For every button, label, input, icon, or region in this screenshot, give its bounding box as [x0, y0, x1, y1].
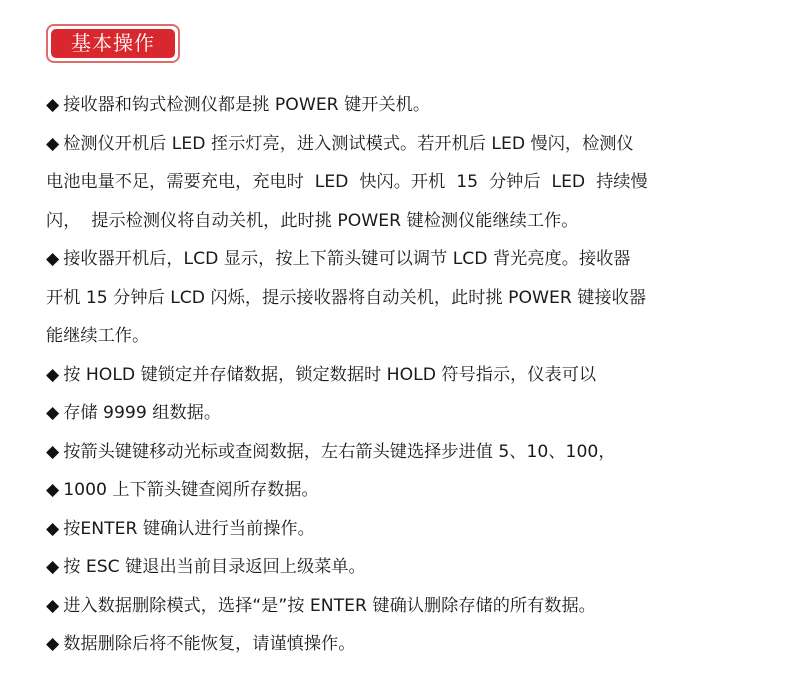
diamond-bullet-icon: ◆: [46, 364, 60, 385]
diamond-bullet-icon: ◆: [46, 595, 60, 616]
instruction-item: [46, 548, 746, 587]
diamond-bullet-icon: ◆: [46, 441, 60, 462]
instruction-text: 电池电量不足，需要充电，充电时 LED 快闪。开机 15 分钟后 LED 持续慢: [46, 172, 648, 192]
instruction-item: [46, 471, 746, 510]
instruction-item: [46, 240, 746, 356]
diamond-bullet-icon: ◆: [46, 634, 60, 654]
instruction-text: 闪， 提示检测仪将自动关机，此时挑 POWER 键检测仪能继续工作。: [46, 210, 579, 231]
instruction-text: 按ENTER 键确认进行当前操作。: [63, 518, 315, 539]
instruction-item: [46, 510, 746, 549]
instruction-text: 能继续工作。: [46, 326, 150, 346]
instruction-item: [46, 125, 746, 241]
diamond-bullet-icon: ◆: [46, 95, 60, 115]
instruction-text: 进入数据删除模式，选择“是”按 ENTER 键确认删除存储的所有数据。: [63, 595, 596, 616]
instruction-text: 按 HOLD 键锁定并存储数据，锁定数据时 HOLD 符号指示，仪表可以: [63, 364, 597, 385]
section-header-badge: [46, 24, 180, 63]
diamond-bullet-icon: ◆: [46, 518, 60, 539]
instruction-text: 存储 9999 组数据。: [63, 403, 222, 423]
instruction-list: [46, 86, 746, 664]
diamond-bullet-icon: ◆: [46, 403, 60, 423]
instruction-text: 按 ESC 键退出当前目录返回上级菜单。: [63, 557, 366, 577]
instruction-item: [46, 356, 746, 395]
instruction-item: [46, 394, 746, 433]
diamond-bullet-icon: ◆: [46, 133, 60, 154]
diamond-bullet-icon: ◆: [46, 249, 60, 269]
diamond-bullet-icon: ◆: [46, 480, 60, 500]
diamond-bullet-icon: ◆: [46, 557, 60, 577]
instruction-item: [46, 86, 746, 125]
instruction-item: [46, 587, 746, 626]
instruction-text: 接收器和钩式检测仪都是挑 POWER 键开关机。: [63, 95, 431, 115]
instruction-text: 数据删除后将不能恢复，请谨慎操作。: [63, 634, 356, 654]
instruction-text: 1000 上下箭头键查阅所存数据。: [63, 480, 319, 500]
instruction-text: 检测仪开机后 LED 挃示灯亮，进入测试模式。若开机后 LED 慢闪，检测仪: [63, 133, 634, 154]
instruction-text: 接收器开机后，LCD 显示，按上下箭头键可以调节 LCD 背光亮度。接收器: [63, 249, 631, 269]
instruction-text: 开机 15 分钟后 LCD 闪烁，提示接收器将自动关机，此时挑 POWER 键接收器: [46, 287, 647, 308]
instruction-text: 按箭头键键移动光标或查阅数据，左右箭头键选择步进值 5、10、100，: [63, 441, 616, 462]
section-title: 基本操作: [51, 29, 175, 58]
instruction-item: [46, 433, 746, 472]
instruction-item: [46, 625, 746, 664]
